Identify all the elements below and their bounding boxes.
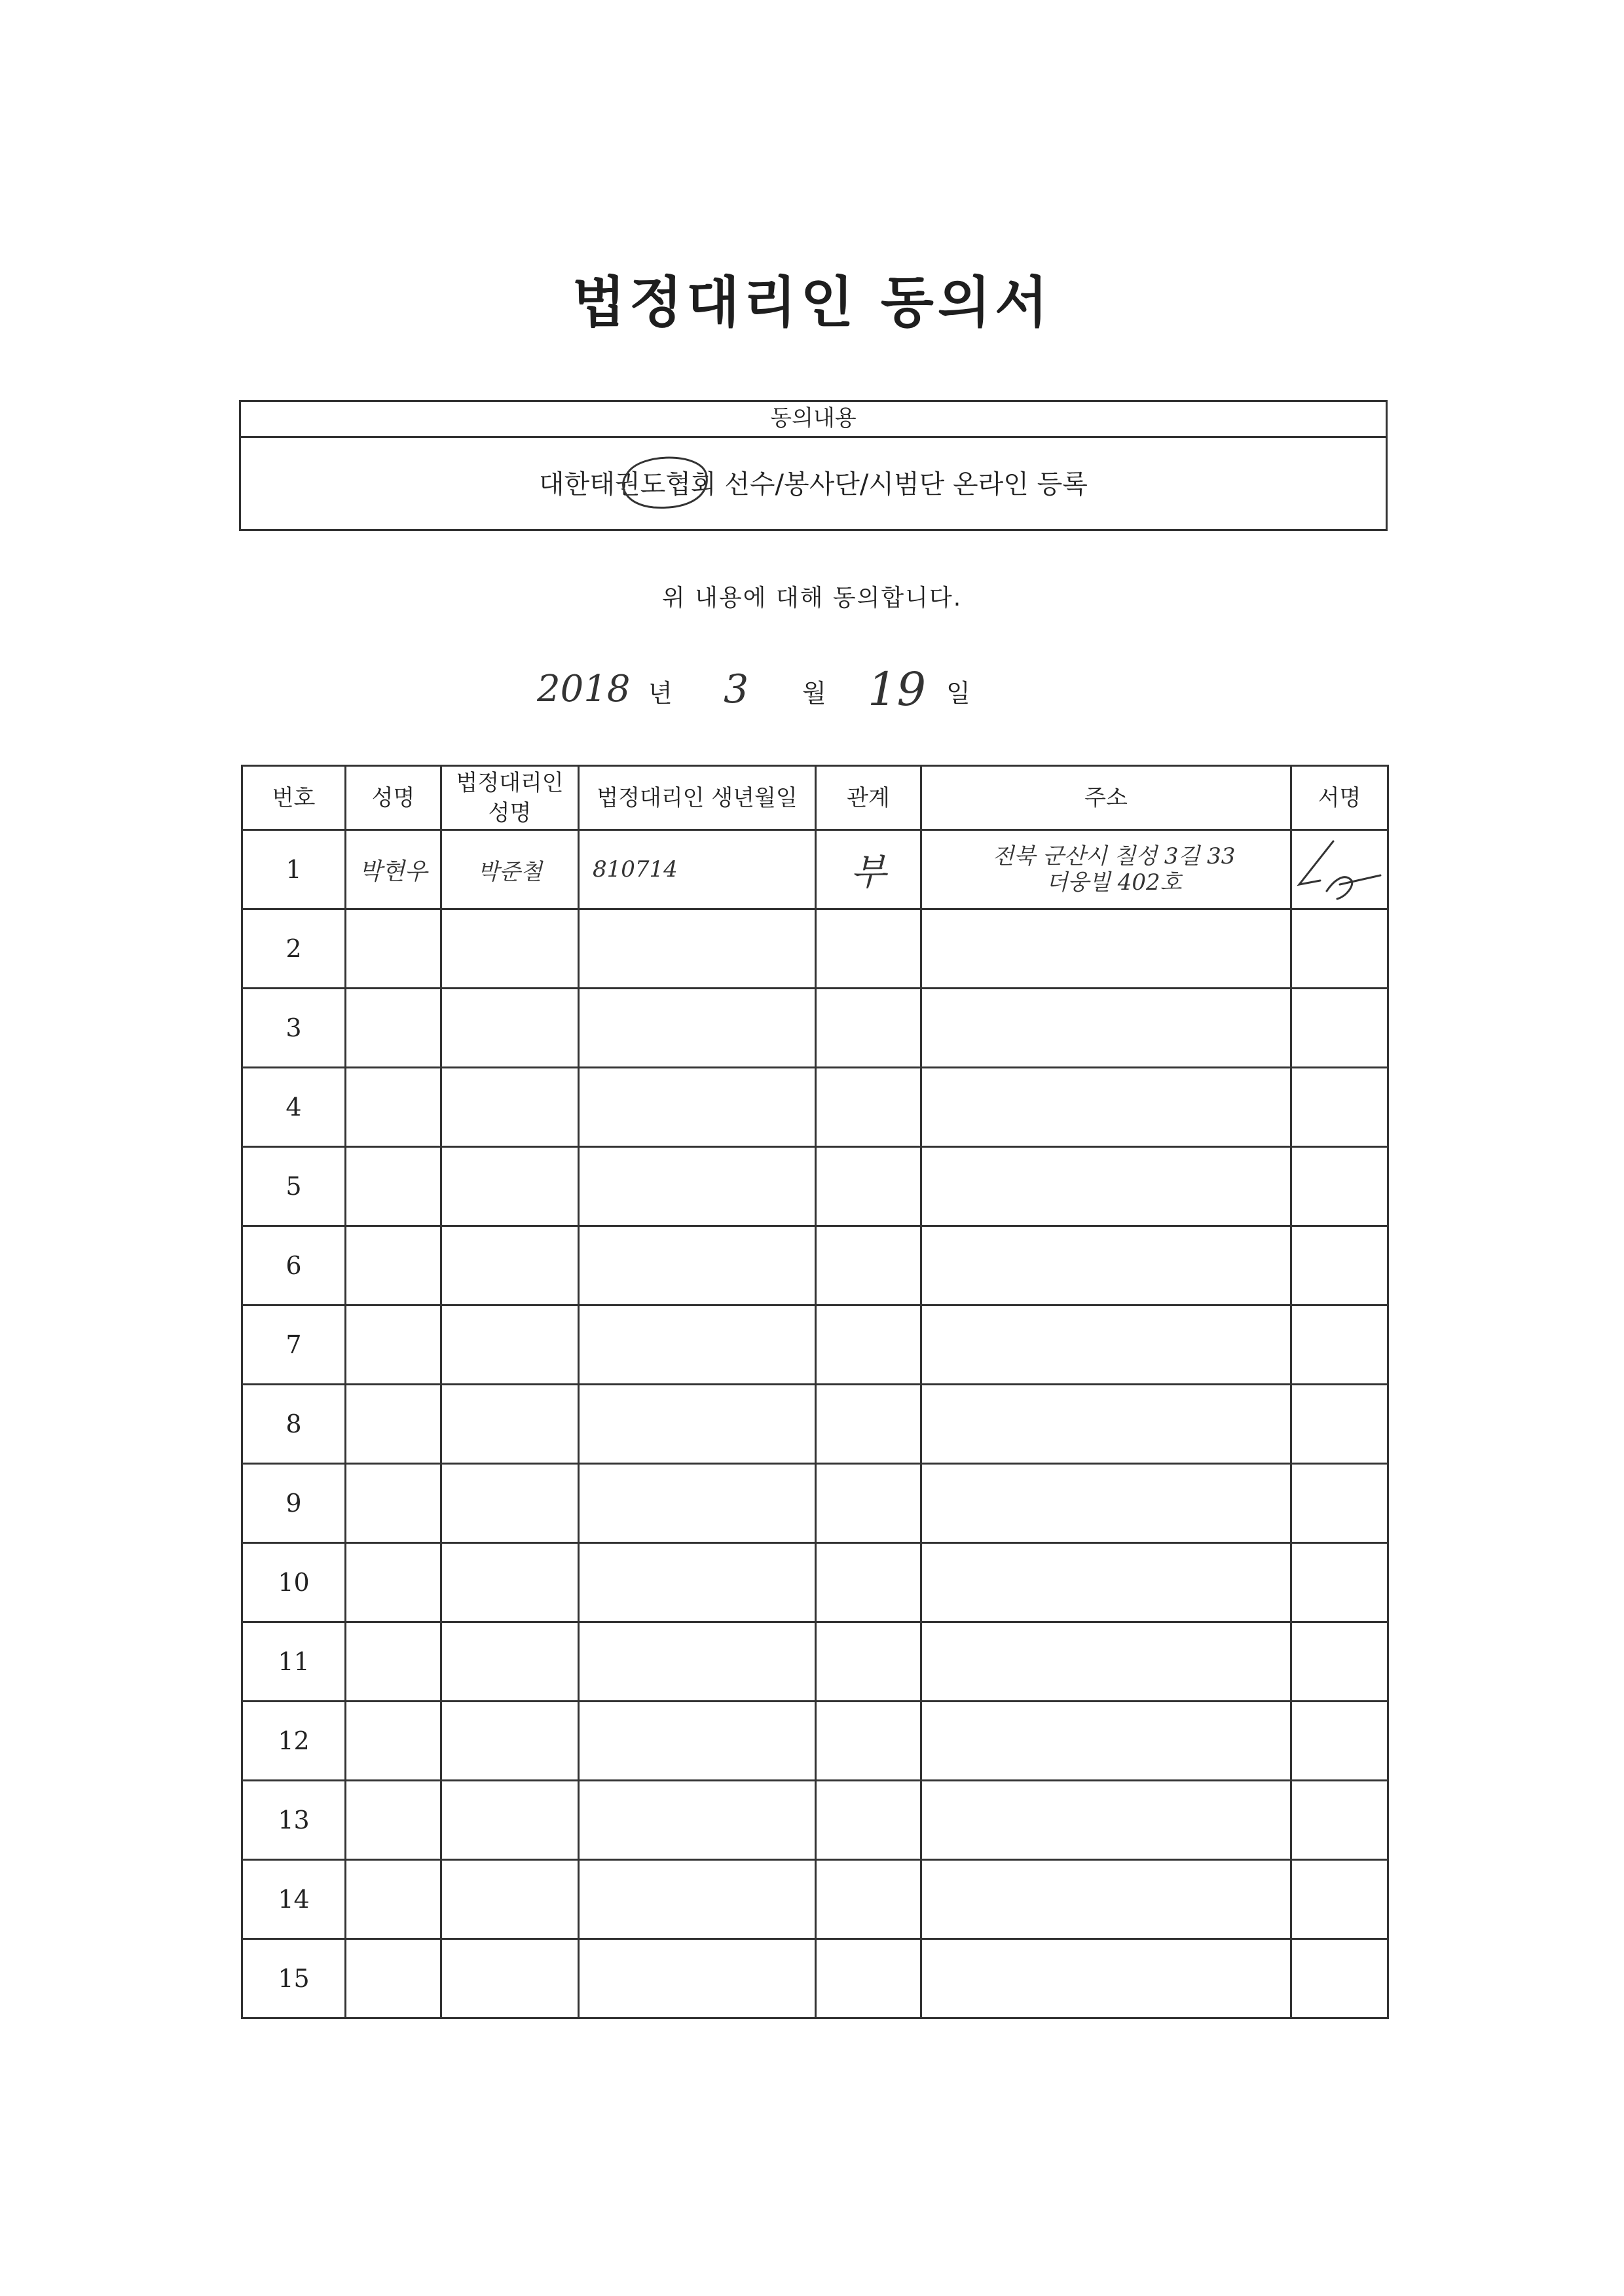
row-guardian-name <box>441 1068 579 1147</box>
row-guardian-name <box>441 1226 579 1305</box>
table-row <box>242 989 1388 1068</box>
row-signature <box>1291 909 1388 989</box>
header-name: 성명 <box>346 766 441 830</box>
row-guardian-name <box>441 1147 579 1226</box>
row-number: 8 <box>242 1385 346 1464</box>
row-guardian-birth: 810714 <box>579 830 816 909</box>
row-guardian-birth <box>579 1543 816 1622</box>
row-guardian-birth <box>579 1781 816 1860</box>
row-address <box>921 1622 1291 1702</box>
row-signature <box>1291 1939 1388 2018</box>
row-number: 12 <box>242 1702 346 1781</box>
row-name <box>346 1860 441 1939</box>
row-number: 3 <box>242 989 346 1068</box>
row-name <box>346 1543 441 1622</box>
date-day-label: 일 <box>946 679 970 708</box>
consent-header: 동의내용 <box>241 402 1386 438</box>
consent-content-box <box>239 400 1388 531</box>
row-address <box>921 1543 1291 1622</box>
row-number: 11 <box>242 1622 346 1702</box>
row-number: 1 <box>242 830 346 909</box>
table-row <box>242 1305 1388 1385</box>
table-row <box>242 830 1388 909</box>
row-address <box>921 830 1291 909</box>
row-number: 9 <box>242 1464 346 1543</box>
row-guardian-name <box>441 1543 579 1622</box>
row-signature <box>1291 1305 1388 1385</box>
table-row <box>242 1226 1388 1305</box>
row-name: 박현우 <box>346 830 441 909</box>
row-guardian-birth <box>579 1385 816 1464</box>
row-number: 10 <box>242 1543 346 1622</box>
handwritten-circle-mark <box>608 447 719 519</box>
row-number: 14 <box>242 1860 346 1939</box>
header-signature: 서명 <box>1291 766 1388 830</box>
row-signature <box>1291 830 1388 909</box>
row-guardian-birth <box>579 1622 816 1702</box>
table-row <box>242 909 1388 989</box>
row-guardian-birth <box>579 1939 816 2018</box>
row-signature <box>1291 1464 1388 1543</box>
table-row <box>242 1939 1388 2018</box>
date-year-label: 년 <box>648 679 673 708</box>
row-name <box>346 1781 441 1860</box>
row-signature <box>1291 1860 1388 1939</box>
row-guardian-name <box>441 1622 579 1702</box>
row-relation <box>816 1702 921 1781</box>
row-name <box>346 1385 441 1464</box>
row-guardian-birth <box>579 1702 816 1781</box>
row-guardian-name <box>441 909 579 989</box>
table-row <box>242 1781 1388 1860</box>
row-relation <box>816 1939 921 2018</box>
row-relation <box>816 1147 921 1226</box>
row-guardian-birth <box>579 1147 816 1226</box>
handwritten-signature <box>1294 833 1386 905</box>
date-month-handwritten: 3 <box>724 666 749 712</box>
row-name <box>346 1702 441 1781</box>
row-relation <box>816 1622 921 1702</box>
row-name <box>346 1226 441 1305</box>
date-day-handwritten: 19 <box>868 663 927 716</box>
row-guardian-birth <box>579 1860 816 1939</box>
row-name <box>346 1622 441 1702</box>
row-guardian-birth <box>579 989 816 1068</box>
row-relation <box>816 909 921 989</box>
row-address <box>921 1305 1291 1385</box>
row-name <box>346 1068 441 1147</box>
row-name <box>346 1147 441 1226</box>
row-relation <box>816 1464 921 1543</box>
row-name <box>346 1939 441 2018</box>
row-signature <box>1291 1385 1388 1464</box>
row-number: 5 <box>242 1147 346 1226</box>
row-guardian-name <box>441 1385 579 1464</box>
date-month-label: 월 <box>802 679 826 708</box>
row-guardian-birth <box>579 1226 816 1305</box>
row-relation: 부 <box>816 830 921 909</box>
row-signature <box>1291 1622 1388 1702</box>
header-number: 번호 <box>242 766 346 830</box>
row-address <box>921 1464 1291 1543</box>
guardian-table <box>241 765 1389 2019</box>
row-guardian-name <box>441 1464 579 1543</box>
header-address: 주소 <box>921 766 1291 830</box>
row-guardian-name <box>441 1939 579 2018</box>
row-address <box>921 1939 1291 2018</box>
header-relation: 관계 <box>816 766 921 830</box>
row-relation <box>816 1543 921 1622</box>
row-number: 6 <box>242 1226 346 1305</box>
row-address <box>921 1385 1291 1464</box>
row-name <box>346 1464 441 1543</box>
table-header-row <box>242 766 1388 830</box>
row-name <box>346 1305 441 1385</box>
row-signature <box>1291 1226 1388 1305</box>
date-row <box>0 661 1624 740</box>
row-guardian-name <box>441 1860 579 1939</box>
agreement-statement: 위 내용에 대해 동의합니다. <box>661 585 963 611</box>
row-address <box>921 989 1291 1068</box>
row-number: 15 <box>242 1939 346 2018</box>
row-signature <box>1291 1543 1388 1622</box>
consent-text: 대한태권도협회 선수/봉사단/시범단 온라인 등록 <box>539 469 1088 500</box>
row-relation <box>816 1781 921 1860</box>
row-address <box>921 909 1291 989</box>
row-address-line2: 더웅빌 402호 <box>1046 869 1182 896</box>
row-name <box>346 989 441 1068</box>
table-row <box>242 1860 1388 1939</box>
row-signature <box>1291 1147 1388 1226</box>
document-title: 법정대리인 동의서 <box>572 270 1052 335</box>
row-address <box>921 1068 1291 1147</box>
table-row <box>242 1622 1388 1702</box>
row-signature <box>1291 989 1388 1068</box>
row-guardian-birth <box>579 1464 816 1543</box>
table-row <box>242 1464 1388 1543</box>
row-address <box>921 1781 1291 1860</box>
row-address <box>921 1702 1291 1781</box>
row-signature <box>1291 1068 1388 1147</box>
row-guardian-name: 박준철 <box>441 830 579 909</box>
table-row <box>242 1702 1388 1781</box>
header-guardian-birth: 법정대리인 생년월일 <box>579 766 816 830</box>
row-relation <box>816 989 921 1068</box>
consent-body <box>241 438 1386 531</box>
row-address-line1: 전북 군산시 칠성 3길 33 <box>992 843 1236 869</box>
row-guardian-name <box>441 989 579 1068</box>
header-guardian-name: 법정대리인 성명 <box>441 766 579 830</box>
row-number: 4 <box>242 1068 346 1147</box>
row-address <box>921 1147 1291 1226</box>
row-relation <box>816 1068 921 1147</box>
row-guardian-birth <box>579 1068 816 1147</box>
table-row <box>242 1543 1388 1622</box>
row-signature <box>1291 1781 1388 1860</box>
row-guardian-name <box>441 1305 579 1385</box>
row-guardian-name <box>441 1781 579 1860</box>
date-year-handwritten: 2018 <box>537 668 631 710</box>
row-relation <box>816 1385 921 1464</box>
row-guardian-birth <box>579 1305 816 1385</box>
row-relation <box>816 1860 921 1939</box>
row-address <box>921 1226 1291 1305</box>
row-name <box>346 909 441 989</box>
row-guardian-birth <box>579 909 816 989</box>
table-row <box>242 1385 1388 1464</box>
row-address <box>921 1860 1291 1939</box>
row-signature <box>1291 1702 1388 1781</box>
row-number: 13 <box>242 1781 346 1860</box>
row-number: 2 <box>242 909 346 989</box>
row-number: 7 <box>242 1305 346 1385</box>
row-relation <box>816 1226 921 1305</box>
row-relation <box>816 1305 921 1385</box>
table-row <box>242 1147 1388 1226</box>
row-guardian-name <box>441 1702 579 1781</box>
table-row <box>242 1068 1388 1147</box>
